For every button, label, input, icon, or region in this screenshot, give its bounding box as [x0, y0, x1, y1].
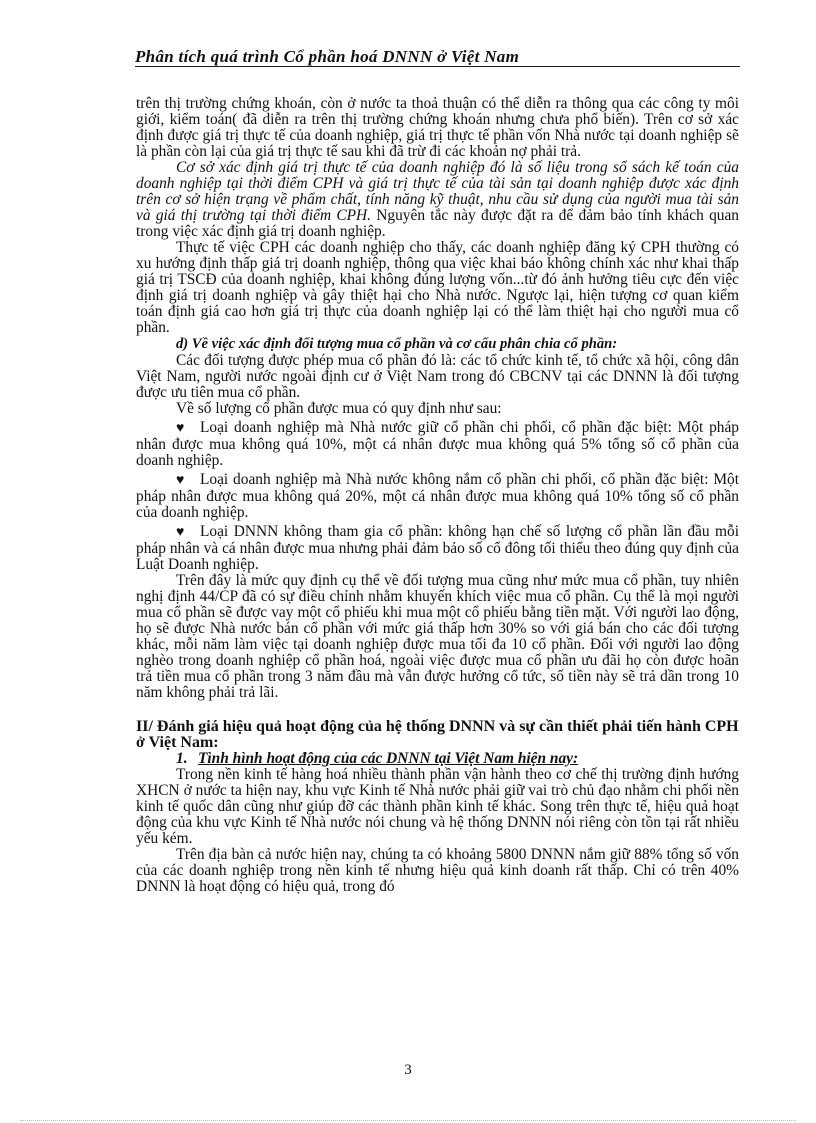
- bullet-text: Loại doanh nghiệp mà Nhà nước giữ cổ phần chi phối, cổ phần đặc biệt: Một pháp nhân được mua không quá 10%, một cá nhân được mua không quá 5% tổng số cổ phần của doanh nghiệp.: [136, 419, 739, 469]
- page-number: 3: [404, 1062, 412, 1078]
- bullet-text: Loại DNNN không tham gia cổ phần: không hạn chế số lượng cổ phần lần đầu mỗi pháp nhân và cá nhân được mua nhưng phải đảm bảo số cổ đông tối thiểu theo đúng quy định của Luật Doanh nghiệp.: [136, 523, 739, 573]
- bullet-text: Loại doanh nghiệp mà Nhà nước không nắm cổ phần chi phối, cổ phần đặc biệt: Một pháp nhân được mua không quá 20%, một cá nhân được mua không quá 10% tổng số cổ phần của doanh nghiệp.: [136, 471, 739, 521]
- document-body: [136, 96, 739, 895]
- paragraph: Trong nền kinh tế hàng hoá nhiều thành phần vận hành theo cơ chế thị trường định hướng XHCN ở nước ta hiện nay, khu vực Kinh tế Nhà nước phải giữ vai trò chủ đạo nhằm chi phối nền kinh tế quốc dân cũng như giúp đỡ các thành phần kinh tế khác. Song trên thực tế, hiệu quả hoạt động của khu vực Kinh tế Nhà nước nói chung và hệ thống DNNN nói riêng còn tồn tại rất nhiều yếu kém.: [136, 766, 739, 847]
- paragraph: trên thị trường chứng khoán, còn ở nước ta thoả thuận có thể diễn ra thông qua các công ty môi giới, kiểm toán( đã diễn ra trên thị trường chứng khoán nhưng chưa phổ biến). Trên cơ sở xác định được giá trị thực tế của doanh nghiệp, giá trị thực tế phần vốn Nhà nước tại doanh nghiệp sẽ là phần còn lại của giá trị thực tế sau khi đã trừ đi các khoản nợ phải trả.: [136, 95, 739, 160]
- heart-bullet-icon: ♥: [176, 421, 185, 436]
- paragraph-text: Nguyên tắc này được đặt ra để đảm bảo tính khách quan trong việc xác định giá trị doanh nghiệp.: [136, 207, 739, 240]
- bullet-item: [136, 472, 739, 521]
- heart-bullet-icon: ♥: [176, 525, 185, 540]
- paragraph: Trên đây là mức quy định cụ thể về đối tượng mua cũng như mức mua cổ phần, tuy nhiên nghị định 44/CP đã có sự điều chỉnh nhằm khuyến khích việc mua cổ phần. Cụ thể là mọi người mua cổ phần sẽ được vay một cổ phiếu khi mua một cổ phiếu bằng tiền mặt. Với người lao động, họ sẽ được Nhà nước bán cổ phần với mức giá thấp hơn 30% so với giá bán cho các đối tượng khác, mỗi năm làm việc tại doanh nghiệp được mua tối đa 10 cổ phần. Đối với người lao động nghèo trong doanh nghiệp cổ phần hoá, ngoài việc được mua cổ phần ưu đãi họ còn được hoãn trả tiền mua cổ phần trong 3 năm đầu mà vẫn được hưởng cổ tức, số tiền này sẽ trả dần trong 10 năm không phải trả lãi.: [136, 572, 739, 701]
- page-bottom-border: [20, 1120, 796, 1121]
- subheading-text: Tình hình hoạt động của các DNNN tại Việt Nam hiện nay:: [198, 750, 579, 767]
- numbered-subheading: [136, 751, 739, 767]
- bullet-item: [136, 524, 739, 573]
- paragraph: Trên địa bàn cả nước hiện nay, chúng ta có khoảng 5800 DNNN nắm giữ 88% tổng số vốn của các doanh nghiệp trong nền kinh tế nhưng hiệu quả kinh doanh rất thấp. Chỉ có trên 40% DNNN là hoạt động có hiệu quả, trong đó: [136, 846, 739, 895]
- paragraph: Về số lượng cổ phần được mua có quy định như sau:: [176, 400, 502, 417]
- subheading-number: 1.: [176, 750, 188, 767]
- page-header-title: Phân tích quá trình Cổ phần hoá DNNN ở Việt Nam: [135, 47, 520, 66]
- heart-bullet-icon: ♥: [176, 473, 185, 488]
- paragraph: Các đối tượng được phép mua cổ phần đó là: các tổ chức kinh tế, tổ chức xã hội, công dân Việt Nam, người nước ngoài định cư ở Việt Nam trong đó CBCNV tại các DNNN là đối tượng được ưu tiên mua cổ phần.: [136, 352, 739, 401]
- paragraph: Thực tế việc CPH các doanh nghiệp cho thấy, các doanh nghiệp đăng ký CPH thường có xu hướng định thấp giá trị doanh nghiệp, thông qua việc khai báo không chính xác như khai thấp giá trị TSCĐ của doanh nghiệp, khai không đúng lượng vốn...từ đó ảnh hưởng tiêu cực đến việc định giá trị doanh nghiệp và gây thiệt hại cho Nhà nước. Ngược lại, hiện tượng cơ quan kiểm toán định giá cao hơn giá trị thực của doanh nghiệp lại có thể làm thiệt hại cho người mua cổ phần.: [136, 239, 739, 336]
- italic-text: Cơ sở xác định giá trị thực tế của doanh nghiệp đó là số liệu trong sổ sách kế toán của doanh nghiệp tại thời điểm CPH và giá trị thực tế của tài sản tại doanh nghiệp được xác định trên cơ sở hiện trạng về phẩm chất, tính năng kỹ thuật, nhu cầu sử dụng của người mua tài sản và giá thị trường tại thời điểm CPH.: [136, 159, 739, 224]
- subheading-d: d) Về việc xác định đối tượng mua cổ phần và cơ cấu phân chia cổ phần:: [176, 336, 618, 352]
- bullet-item: [136, 420, 739, 469]
- paragraph: [136, 160, 739, 240]
- header-rule: [135, 66, 740, 67]
- section-heading: II/ Đánh giá hiệu quả hoạt động của hệ thống DNNN và sự cần thiết phải tiến hành CPH ở Việt Nam:: [136, 718, 739, 751]
